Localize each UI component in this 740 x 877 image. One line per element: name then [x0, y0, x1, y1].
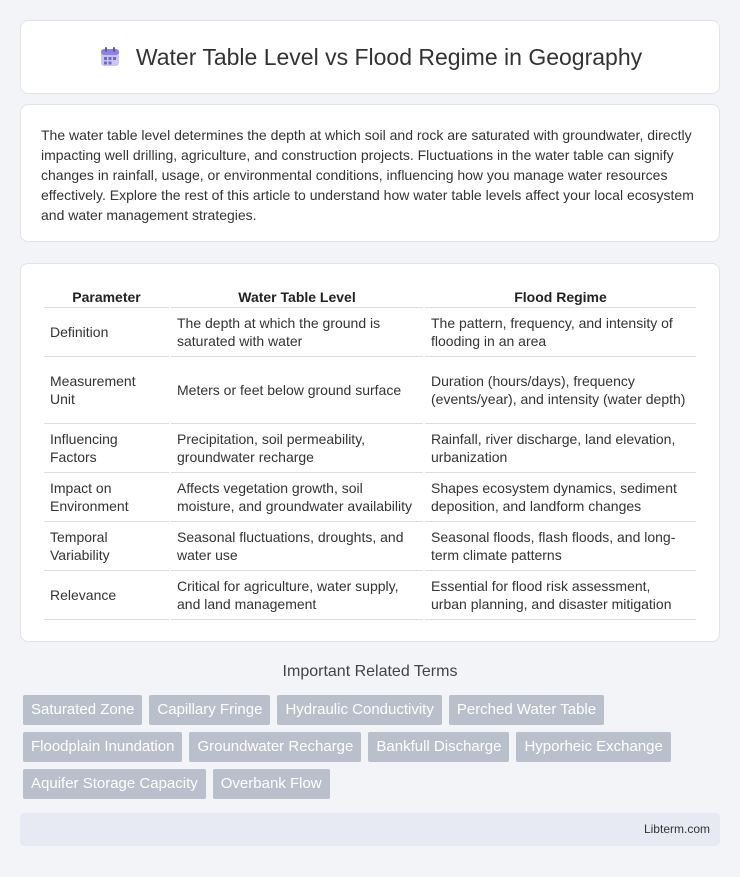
table-cell: Seasonal floods, flash floods, and long-term climate patterns — [425, 522, 696, 571]
table-cell: Impact on Environment — [44, 473, 169, 522]
table-cell: Relevance — [44, 571, 169, 620]
table-row — [44, 424, 696, 473]
footer-site-link[interactable]: Libterm.com — [643, 822, 710, 836]
related-term-tag[interactable]: Aquifer Storage Capacity — [23, 769, 206, 799]
page-title: Water Table Level vs Flood Regime in Geography — [135, 43, 643, 70]
footer — [20, 813, 720, 846]
table-cell: Essential for flood risk assessment, urban planning, and disaster mitigation — [425, 571, 696, 620]
header-card — [20, 20, 720, 94]
related-term-tag[interactable]: Overbank Flow — [213, 769, 330, 799]
table-header-row — [44, 286, 696, 308]
column-header: Flood Regime — [425, 286, 696, 308]
table-cell: Influencing Factors — [44, 424, 169, 473]
table-cell: Temporal Variability — [44, 522, 169, 571]
table-cell: The pattern, frequency, and intensity of flooding in an area — [425, 308, 696, 357]
intro-card — [20, 104, 720, 242]
table-cell: Duration (hours/days), frequency (events/year), and intensity (water depth) — [425, 357, 696, 424]
related-term-tag[interactable]: Capillary Fringe — [149, 695, 270, 725]
table-cell: Affects vegetation growth, soil moisture, and groundwater availability — [171, 473, 423, 522]
table-cell: Shapes ecosystem dynamics, sediment deposition, and landform changes — [425, 473, 696, 522]
table-cell: Precipitation, soil permeability, groundwater recharge — [171, 424, 423, 473]
table-cell: Critical for agriculture, water supply, and land management — [171, 571, 423, 620]
table-row — [44, 571, 696, 620]
table-cell: Seasonal fluctuations, droughts, and water use — [171, 522, 423, 571]
related-term-tag[interactable]: Saturated Zone — [23, 695, 142, 725]
related-term-tag[interactable]: Groundwater Recharge — [189, 732, 361, 762]
comparison-table — [42, 286, 698, 620]
table-row — [44, 522, 696, 571]
related-term-tag[interactable]: Hyporheic Exchange — [516, 732, 670, 762]
table-row — [44, 357, 696, 424]
related-term-tag[interactable]: Bankfull Discharge — [368, 732, 509, 762]
table-cell: Rainfall, river discharge, land elevation, urbanization — [425, 424, 696, 473]
related-term-tag[interactable]: Perched Water Table — [449, 695, 604, 725]
related-terms-title: Important Related Terms — [282, 663, 458, 680]
column-header: Parameter — [44, 286, 169, 308]
related-term-tag[interactable]: Hydraulic Conductivity — [277, 695, 441, 725]
related-terms-list — [23, 695, 723, 799]
table-cell: Meters or feet below ground surface — [171, 357, 423, 424]
calendar-icon — [98, 45, 122, 69]
column-header: Water Table Level — [171, 286, 423, 308]
related-term-tag[interactable]: Floodplain Inundation — [23, 732, 182, 762]
table-cell: Definition — [44, 308, 169, 357]
table-row — [44, 473, 696, 522]
intro-text: The water table level determines the depth at which soil and rock are saturated with groundwater, directly impacting well drilling, agriculture, and construction projects. Fluctuations in the water table can signify changes in rainfall, usage, or environmental conditions, influencing how you manage water resources effectively. Explore the rest of this article to understand how water table levels affect your local ecosystem and water management strategies. — [41, 127, 694, 223]
table-row — [44, 308, 696, 357]
table-cell: Measurement Unit — [44, 357, 169, 424]
table-cell: The depth at which the ground is saturated with water — [171, 308, 423, 357]
comparison-table-card — [20, 263, 720, 642]
